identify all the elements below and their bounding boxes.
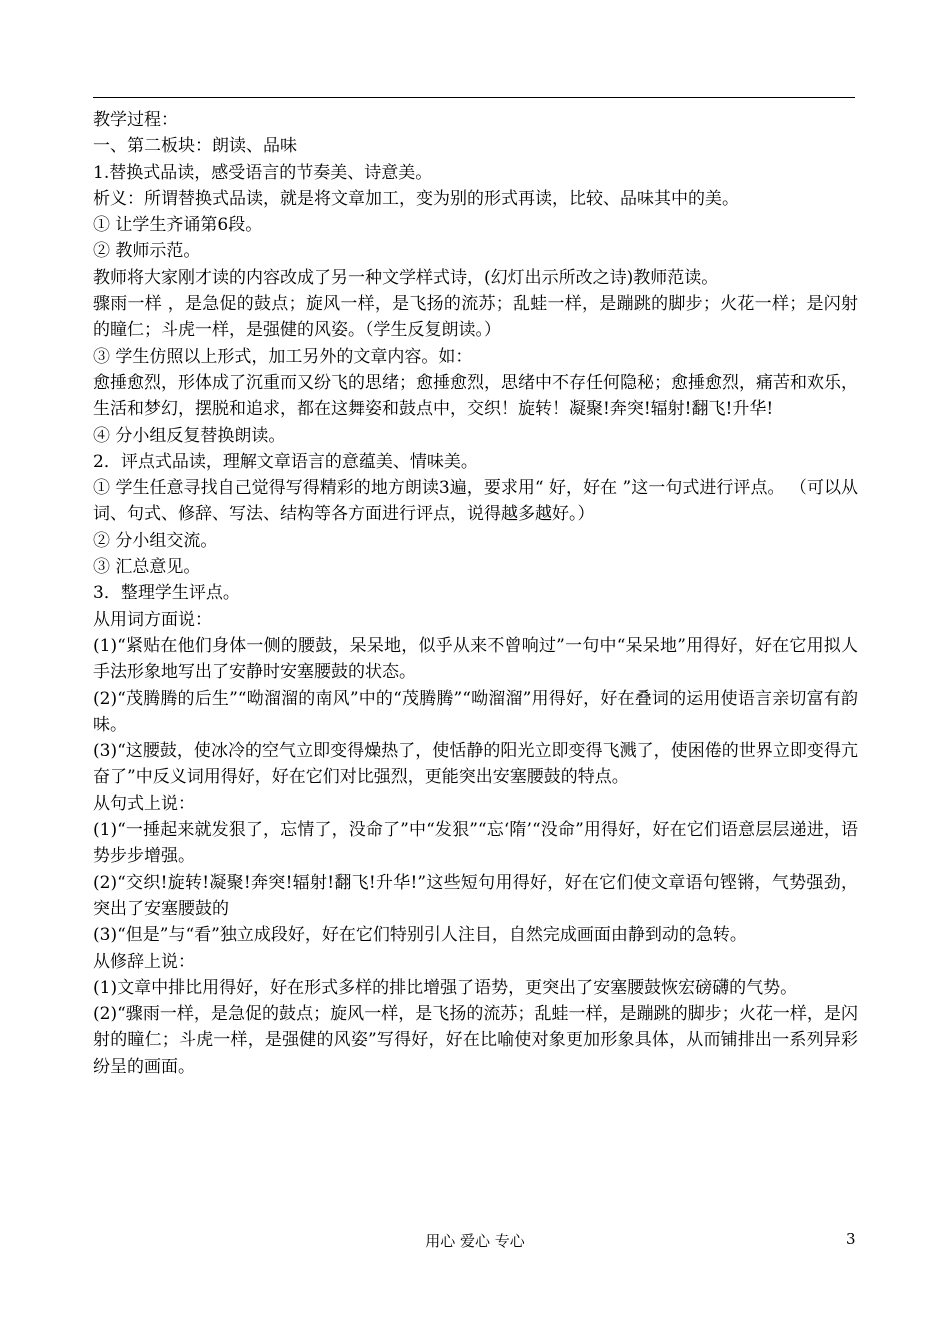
paragraph: ② 分小组交流。 (93, 530, 218, 551)
paragraph: ① 让学生齐诵第6段。 (93, 215, 263, 236)
paragraph: ③ 学生仿照以上形式，加工另外的文章内容。如： (93, 346, 473, 367)
paragraph: ④ 分小组反复替换朗读。 (93, 425, 286, 446)
paragraph: (3)“但是”与“看”独立成段好，好在它们特别引人注目，自然完成画面由静到动的急转。 (93, 925, 747, 946)
paragraph: ③ 汇总意见。 (93, 557, 201, 578)
paragraph: (2)“骤雨一样，是急促的鼓点；旋风一样，是飞扬的流苏；乱蛙一样，是蹦跳的脚步；火花一样，是闪射的瞳仁；斗虎一样，是强健的风姿”写得好，好在比喻使对象更加形象具体，从而铺排出一系列异彩纷呈的画面。 (93, 1004, 858, 1077)
paragraph: 从句式上说： (93, 793, 195, 814)
paragraph: (1)“一捶起来就发狠了，忘情了，没命了”中“发狠”“忘‘隋’“没命”用得好，好在它们语意层层递进，语势步步增强。 (93, 820, 858, 867)
paragraph: ① 学生任意寻找自己觉得写得精彩的地方朗读3遍，要求用“ 好，好在 ”这一句式进行评点。 （可以从词、句式、修辞、写法、结构等各方面进行评点，说得越多越好。） (93, 478, 858, 525)
paragraph: 1.替换式品读，感受语言的节奏美、诗意美。 (93, 162, 433, 183)
paragraph: 从修辞上说： (93, 951, 195, 972)
section-heading: 教学过程： (93, 110, 178, 130)
footer-slogan: 用心 爱心 专心 (425, 1232, 525, 1250)
paragraph: 析义：所谓替换式品读，就是将文章加工，变为别的形式再读，比较、品味其中的美。 (93, 188, 739, 209)
paragraph: (1)“紧贴在他们身体一侧的腰鼓，呆呆地，似乎从来不曾响过”一句中“呆呆地”用得好，好在它用拟人手法形象地写出了安静时安塞腰鼓的状态。 (93, 635, 858, 683)
paragraph: 3．整理学生评点。 (93, 583, 240, 604)
paragraph: 2．评点式品读，理解文章语言的意蕴美、情味美。 (93, 451, 478, 472)
page-number: 3 (846, 1230, 856, 1248)
paragraph: (3)“这腰鼓，使冰冷的空气立即变得燥热了，使恬静的阳光立即变得飞溅了，使困倦的世界立即变得亢奋了”中反义词用得好，好在它们对比强烈，更能突出安塞腰鼓的特点。 (93, 741, 858, 788)
paragraph: (1)文章中排比用得好，好在形式多样的排比增强了语势，更突出了安塞腰鼓恢宏磅礴的气势。 (93, 977, 798, 998)
paragraph: (2)“茂腾腾的后生”“呦溜溜的南风”中的“茂腾腾”“呦溜溜”用得好，好在叠词的运用使语言亲切富有韵味。 (93, 688, 858, 735)
paragraph: 教师将大家刚才读的内容改成了另一种文学样式诗，(幻灯出示所改之诗)教师范读。 (93, 267, 719, 288)
subsection-heading: 一、第二板块：朗读、品味 (93, 136, 297, 157)
paragraph: 从用词方面说： (93, 609, 212, 630)
document-body (93, 107, 858, 1080)
header-rule (93, 97, 855, 98)
paragraph: (2)“交织!旋转!凝聚!奔突!辐射!翻飞!升华!”这些短句用得好，好在它们使文章语句铿锵，气势强劲，突出了安塞腰鼓的 (93, 872, 858, 919)
paragraph: ② 教师示范。 (93, 241, 201, 262)
paragraph: 愈捶愈烈，形体成了沉重而又纷飞的思绪；愈捶愈烈，思绪中不存任何隐秘；愈捶愈烈，痛苦和欢乐，生活和梦幻，摆脱和追求，都在这舞姿和鼓点中，交织！旋转！凝聚!奔突!辐射!翻飞!升华! (93, 372, 858, 420)
paragraph: 骤雨一样 ，是急促的鼓点；旋风一样，是飞扬的流苏；乱蛙一样，是蹦跳的脚步；火花一样；是闪射的瞳仁；斗虎一样，是强健的风姿。（学生反复朗读。） (93, 294, 858, 341)
